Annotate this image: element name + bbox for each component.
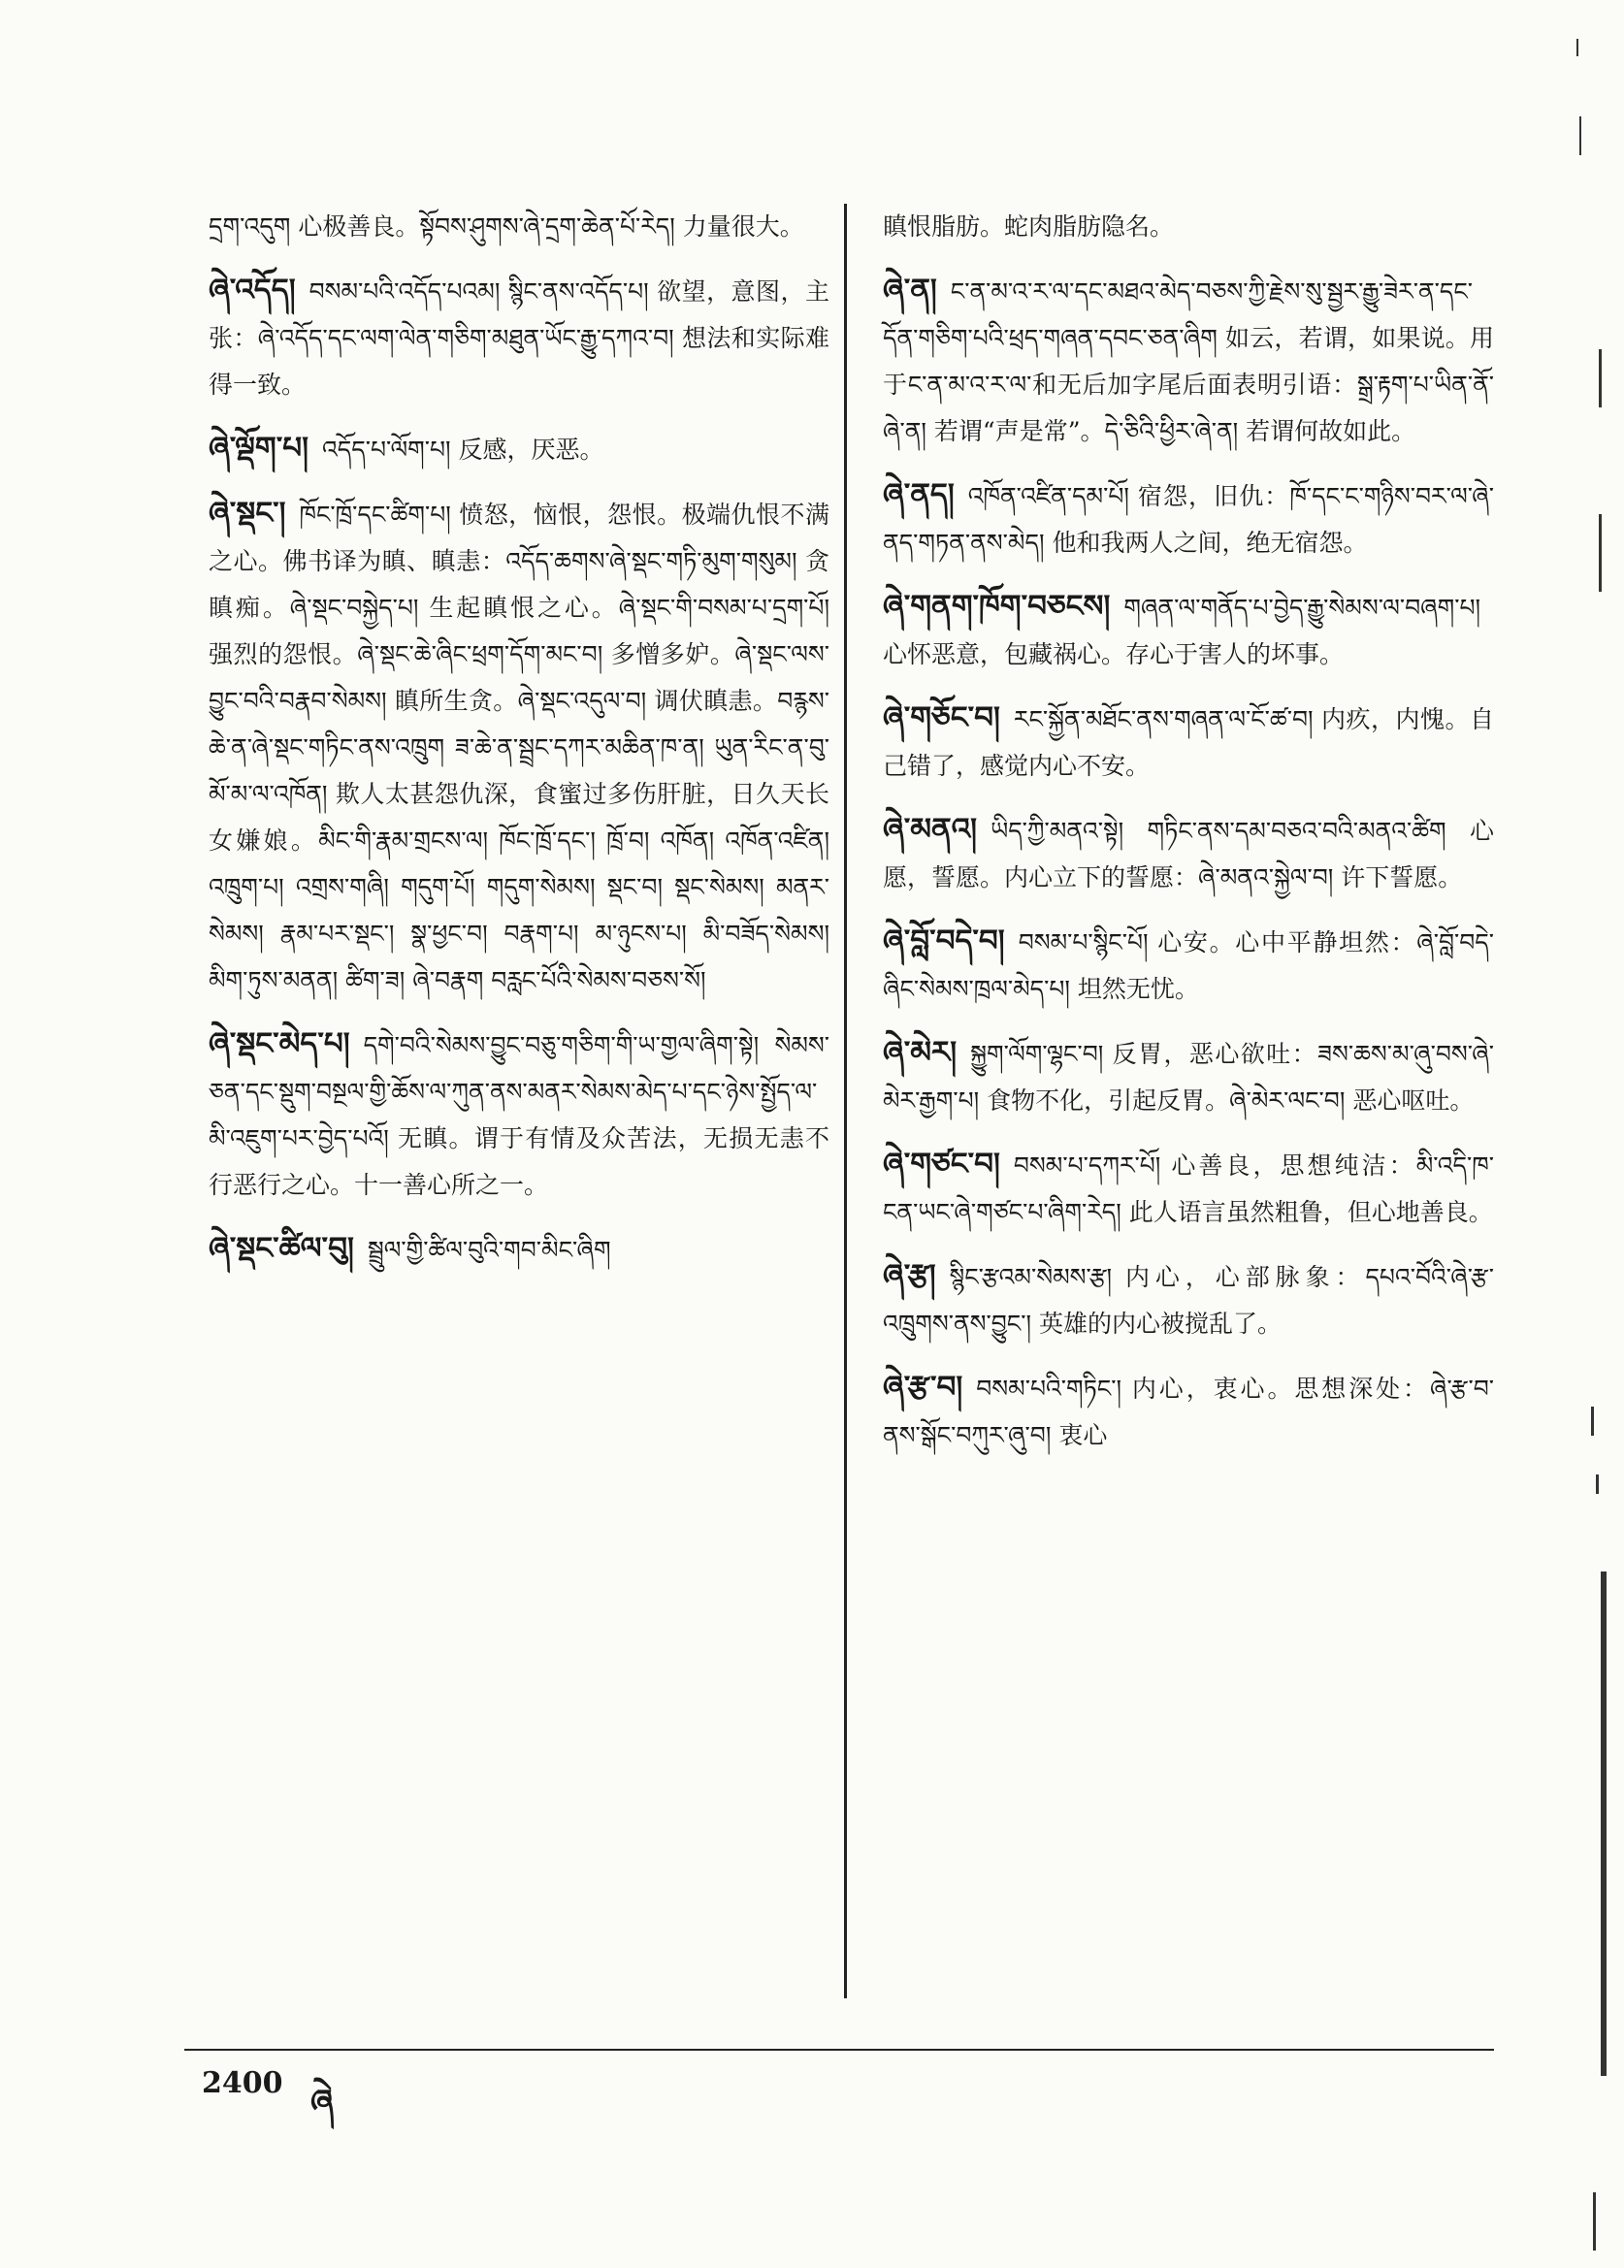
entry-definition: སྐྱུག་ལོག་ལྷང་བ། 反胃，恶心欲吐：ཟས་ཆས་མ་ཞུ་བས་ཞེ་མེར་རྒྱག་པ། 食物不化，引起反胃。ཞེ་མེར་ལང་བ། 恶心呕吐。 [883, 1040, 1494, 1115]
entry-headword: ཞེ་ནད། [883, 477, 955, 512]
footer-rule [184, 2049, 1494, 2051]
page-number: 2400 [202, 2066, 283, 2100]
entry-definition: བསམ་པ་སྙིང་པོ། 心安。心中平静坦然：ཞེ་བློ་བདེ་ཞིང་སེམས་ཁྲལ་མེད་པ། 坦然无忧。 [883, 928, 1494, 1003]
entry-definition: སྙིང་རྩའམ་སེམས་རྩ། 内心，心部脉象：དཔའ་བོའི་ཞེ་རྩ་འཁྲུགས་ནས་བྱུང་། 英雄的内心被搅乱了。 [883, 1263, 1494, 1338]
margin-mark [1599, 349, 1602, 407]
margin-mark [1576, 39, 1578, 56]
entry-headword: ཞེ་རྩ་བ། [883, 1370, 963, 1405]
entry-headword: ཞེ་མེར། [883, 1035, 958, 1070]
entry-definition: དགེ་བའི་སེམས་བྱུང་བཅུ་གཅིག་གི་ཡ་གྱལ་ཞིག་སྟེ། སེམས་ཅན་དང་སྡུག་བསྔལ་གྱི་ཆོས་ལ་ཀུན་ནས་མནར་སེམས་མེད་པ་དང་ཉེས་སྤྱོད་ལ་མི་འཇུག་པར་བྱེད་པའོ། 无瞋。谓于有情及众苦法，无损无恚不行恶行之心。十一善心所之一。 [209, 1031, 829, 1199]
dictionary-entry [209, 1021, 829, 1209]
entry-headword: ཞེ་སྡང་ཚིལ་བུ། [209, 1231, 354, 1266]
entry-definition: བསམ་པའི་འདོད་པའམ། སྙིང་ནས་འདོད་པ། 欲望，意图，主张：ཞེ་འདོད་དང་ལག་ལེན་གཅིག་མཐུན་ཡོང་རྒྱུ་དཀའ་བ། 想法和实际难得一致。 [209, 277, 829, 399]
dictionary-entry [209, 1226, 829, 1274]
column-divider [844, 204, 847, 1998]
dictionary-entry [883, 1253, 1494, 1347]
entry-headword: ཞེ་མནའ། [883, 812, 978, 847]
entry-headword: ཞེ་ལྡོག་པ། [209, 431, 309, 466]
dictionary-entry [883, 919, 1494, 1013]
entry-headword: ཞེ་རྩ། [883, 1258, 936, 1293]
running-head: ཞེ [310, 2083, 334, 2122]
dictionary-entry [883, 696, 1494, 790]
entry-headword: ཞེ་གཙང་བ། [883, 1147, 1000, 1182]
entry-headword: ཞེ་ན། [883, 273, 937, 308]
entry-definition: ང་ན་མ་འ་ར་ལ་དང་མཐའ་མེད་བཅས་ཀྱི་རྗེས་སུ་སྦྱར་རྒྱུ་ཟེར་ན་དང་དོན་གཅིག་པའི་ཕྲད་གཞན་དབང་ཅན་ཞིག 如云，若谓，如果说。用于ང་ན་མ་འ་ར་ལ་和无后加字尾后面表明引语：སྒྲ་རྟག་པ་ཡིན་ནོ་ཞེ་ན། 若谓“声是常”。དེ་ཅིའི་ཕྱིར་ཞེ་ན། 若谓何故如此。 [883, 277, 1494, 445]
margin-mark [1593, 2192, 1596, 2251]
margin-mark [1579, 116, 1581, 155]
dictionary-entry [883, 1030, 1494, 1124]
entry-headword: ཞེ་འདོད། [209, 273, 296, 308]
entry-definition: དྲག་འདུག 心极善良。སྟོབས་ཤུགས་ཞེ་དྲག་ཆེན་པོ་རེད། 力量很大。 [209, 212, 804, 241]
entry-headword: ཞེ་སྡང་མེད་པ། [209, 1026, 350, 1061]
entry-definition: བསམ་པ་དཀར་པོ། 心善良，思想纯洁：མི་འདི་ཁ་ངན་ཡང་ཞེ་གཙང་པ་ཞིག་རེད། 此人语言虽然粗鲁，但心地善良。 [883, 1151, 1494, 1226]
left-column [209, 204, 829, 1291]
dictionary-entry [883, 472, 1494, 567]
entry-definition: འཁོན་འཛིན་དམ་པོ། 宿怨，旧仇：ཁོ་དང་ང་གཉིས་བར་ལ་ཞེ་ནད་གཏན་ནས་མེད། 他和我两人之间，绝无宿怨。 [883, 482, 1494, 557]
dictionary-entry [883, 204, 1494, 250]
entry-headword: ཞེ་སྡང་། [209, 496, 286, 531]
entry-definition: ཡིད་ཀྱི་མནའ་སྟེ། གཏིང་ནས་དམ་བཅའ་བའི་མནའ་ཚིག 心愿，誓愿。内心立下的誓愿：ཞེ་མནའ་སྐྱེལ་བ། 许下誓愿。 [883, 817, 1494, 891]
entry-headword: ཞེ་བློ་བདེ་བ། [883, 923, 1005, 958]
dictionary-entry [883, 584, 1494, 678]
entry-headword: ཞེ་གནག་ཁོག་བཅངས། [883, 589, 1111, 624]
dictionary-entry [883, 268, 1494, 455]
entry-definition: 瞋恨脂肪。蛇肉脂肪隐名。 [883, 212, 1175, 241]
dictionary-entry [209, 204, 829, 250]
entry-definition: གཞན་ལ་གནོད་པ་བྱེད་རྒྱུ་སེམས་ལ་བཞག་པ། 心怀恶意，包藏祸心。存心于害人的坏事。 [883, 594, 1481, 668]
dictionary-entry [883, 1365, 1494, 1459]
dictionary-entry [883, 807, 1494, 901]
entry-definition: འདོད་པ་ལོག་པ། 反感，厌恶。 [322, 436, 604, 464]
entry-headword: ཞེ་གཅོང་བ། [883, 700, 1000, 735]
entry-definition: སྦྲུལ་གྱི་ཚིལ་བུའི་གབ་མིང་ཞིག [367, 1236, 611, 1264]
entry-definition: ཁོང་ཁྲོ་དང་ཚིག་པ། 愤怒，恼恨，怨恨。极端仇恨不满之心。佛书译为瞋、瞋恚：འདོད་ཆགས་ཞེ་སྡང་གཏི་མུག་གསུམ། 贪瞋痴。ཞེ་སྡང་བསྐྱེད་པ། 生起瞋恨之心。ཞེ་སྡང་གི་བསམ་པ་དྲག་པོ། 强烈的怨恨。ཞེ་སྡང་ཆེ་ཞིང་ཕྲག་དོག་མང་བ། 多憎多妒。ཞེ་སྡང་ལས་བྱུང་བའི་བརྣབ་སེམས། 瞋所生贪。ཞེ་སྡང་འདུལ་བ། 调伏瞋恚。བརྙས་ཆེ་ན་ཞེ་སྡང་གཏིང་ནས་འཁྲུག ཟ་ཆེ་ན་སྦྲང་དཀར་མཆིན་ཁ་ན། ཡུན་རིང་ན་བུ་མོ་མ་ལ་འཁོན། 欺人太甚怨仇深，食蜜过多伤肝脏，日久天长女嫌娘。མིང་གི་རྣམ་གྲངས་ལ། ཁོང་ཁྲོ་དང་། ཁྲོ་བ། འཁོན། འཁོན་འཛིན། འཁྲུག་པ། འགྲས་གཞི། གདུག་པོ། གདུག་སེམས། སྡང་བ། སྡང་སེམས། མནར་སེམས། རྣམ་པར་སྡང་། སྣ་ཕྱང་བ། བརྣག་པ། མ་ཉུངས་པ། མི་བཟོད་སེམས། མིག་ཏུས་མནན། ཚིག་ཟ། ཞེ་བརྣག བརླང་པོའི་སེམས་བཅས་སོ། [209, 501, 829, 994]
right-column [883, 204, 1494, 1476]
margin-mark [1591, 1407, 1594, 1436]
dictionary-entry [209, 491, 829, 1004]
margin-mark [1601, 1571, 1607, 2076]
dictionary-entry [883, 1142, 1494, 1236]
entry-definition: བསམ་པའི་གཏིང་། 内心，衷心。思想深处：ཞེ་རྩ་བ་ནས་སྒོང་བཀུར་ཞུ་བ། 衷心 [883, 1375, 1494, 1449]
margin-mark [1596, 1474, 1599, 1494]
margin-mark [1599, 514, 1602, 592]
dictionary-entry [209, 268, 829, 408]
entry-definition: རང་སྐྱོན་མཐོང་ནས་གཞན་ལ་ངོ་ཚ་བ། 内疚，内愧。自己错了，感觉内心不安。 [883, 705, 1494, 780]
dictionary-entry [209, 426, 829, 473]
